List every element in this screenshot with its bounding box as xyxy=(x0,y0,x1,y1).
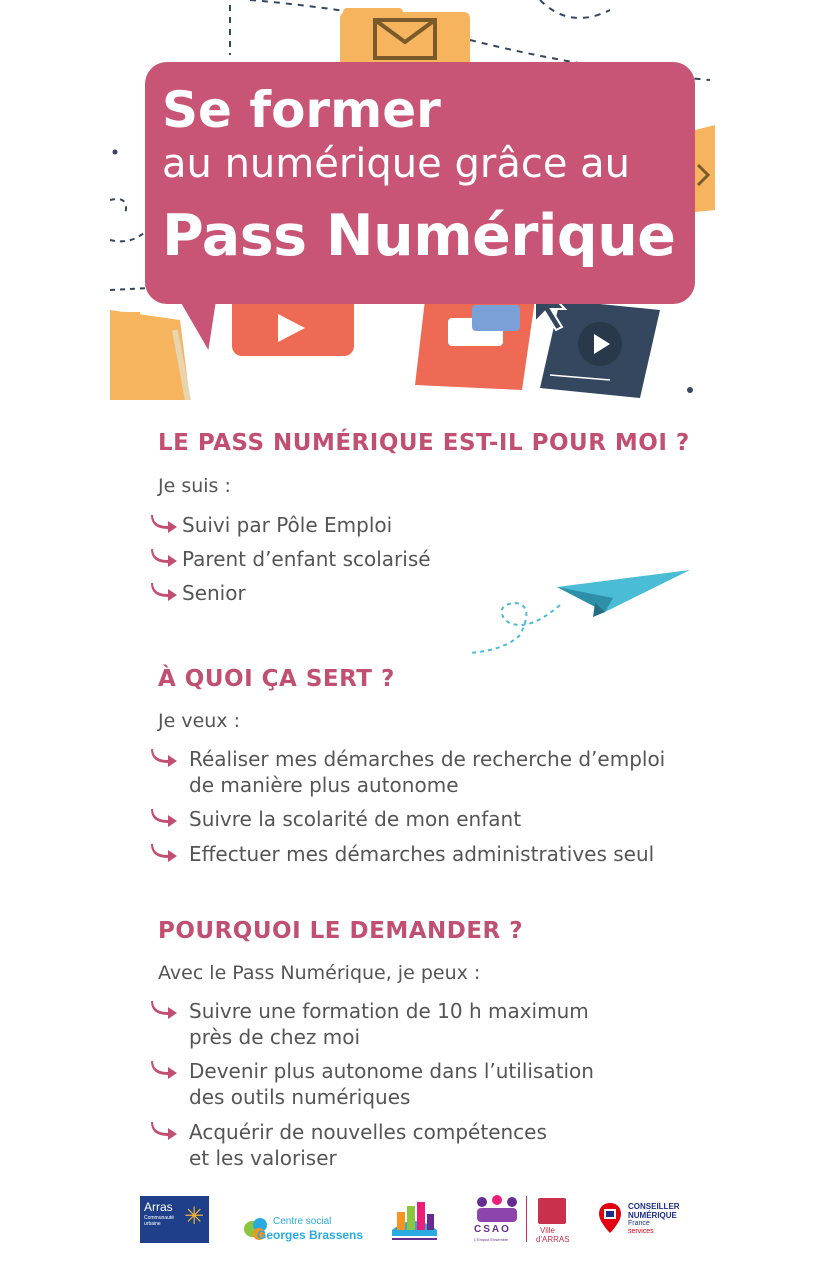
list-item xyxy=(150,746,665,798)
list-item-text: Senior xyxy=(182,581,246,605)
dot xyxy=(113,150,118,155)
divider xyxy=(526,1196,527,1242)
section-intro: Avec le Pass Numérique, je peux : xyxy=(158,962,481,984)
section-intro: Je veux : xyxy=(158,710,240,732)
curved-arrow-icon xyxy=(150,841,180,863)
curved-arrow-icon xyxy=(150,998,180,1020)
curved-arrow-icon xyxy=(150,546,180,568)
logo-ville-arras xyxy=(532,1196,572,1246)
logo-arras xyxy=(140,1196,209,1243)
dashed-line-left xyxy=(110,199,145,241)
logo-arras-sub: Communauté urbaine xyxy=(144,1215,175,1227)
list-item xyxy=(150,841,654,867)
logo-csao-sub: L'Emploi Ensemble xyxy=(474,1237,509,1242)
list-item xyxy=(150,1058,594,1110)
list-item-text: Réaliser mes démarches de recherche d’emploi de manière plus autonome xyxy=(189,747,666,797)
list-item xyxy=(150,806,521,832)
curved-arrow-icon xyxy=(150,1119,180,1141)
list-item-text: Parent d’enfant scolarisé xyxy=(182,547,431,571)
logo-conseiller-line4: services xyxy=(628,1228,654,1235)
section-intro: Je suis : xyxy=(158,475,231,497)
chat-card-icon xyxy=(415,300,535,390)
partner-logos xyxy=(0,1188,825,1258)
logo-ville-line2: d'ARRAS xyxy=(536,1235,570,1244)
logo-centre-line2: Georges Brassens xyxy=(257,1228,364,1242)
logo-csao xyxy=(470,1194,525,1246)
logo-csao-name: CSAO xyxy=(474,1224,511,1235)
logo-arras-name: Arras xyxy=(144,1200,173,1214)
title-line-2: au numérique grâce au xyxy=(162,141,631,187)
list-item xyxy=(150,998,589,1050)
people-icon xyxy=(472,1194,522,1224)
section-title-purpose: À QUOI ÇA SERT ? xyxy=(158,666,395,692)
dot xyxy=(687,387,693,393)
section-title-why: POURQUOI LE DEMANDER ? xyxy=(158,918,524,944)
list-item-text: Suivi par Pôle Emploi xyxy=(182,513,393,537)
dashed-curve-top-right xyxy=(540,0,610,18)
dashed-line-bottom-left xyxy=(110,288,150,290)
crest-icon xyxy=(538,1198,566,1224)
list-item-text: Acquérir de nouvelles compétences et les valoriser xyxy=(189,1120,547,1170)
logo-conseiller-numerique xyxy=(596,1200,691,1242)
location-pin-icon xyxy=(598,1202,622,1234)
logo-conseiller-line1: CONSEILLER xyxy=(628,1202,680,1211)
curved-arrow-icon xyxy=(150,1058,180,1080)
logo-conseiller-line2: NUMÉRIQUE xyxy=(628,1211,677,1220)
list-item-text: Suivre une formation de 10 h maximum près de chez moi xyxy=(189,999,589,1049)
list-item xyxy=(150,512,392,538)
curved-arrow-icon xyxy=(150,806,180,828)
logo-houses xyxy=(387,1192,442,1244)
logo-conseiller-line3: France xyxy=(628,1220,650,1227)
side-card-icon xyxy=(695,125,715,212)
list-item xyxy=(150,1119,547,1171)
list-item xyxy=(150,580,246,606)
video-card-icon xyxy=(540,300,660,398)
folder-icon xyxy=(110,310,190,400)
paper-plane-icon xyxy=(465,565,695,660)
section-title-eligibility: LE PASS NUMÉRIQUE EST-IL POUR MOI ? xyxy=(158,430,690,456)
list-item xyxy=(150,546,431,572)
logo-centre-line1: Centre social xyxy=(273,1216,332,1227)
curved-arrow-icon xyxy=(150,580,180,602)
logo-centre-social xyxy=(243,1214,364,1246)
logo-ville-line1: Ville xyxy=(540,1226,555,1235)
star-icon: ✳ xyxy=(184,1202,205,1230)
title-line-3: Pass Numérique xyxy=(162,203,676,269)
list-item-text: Suivre la scolarité de mon enfant xyxy=(189,807,522,831)
curved-arrow-icon xyxy=(150,512,180,534)
list-item-text: Devenir plus autonome dans l’utilisation des outils numériques xyxy=(189,1059,594,1109)
list-item-text: Effectuer mes démarches administratives seul xyxy=(189,842,655,866)
curved-arrow-icon xyxy=(150,746,180,768)
title-line-1: Se former xyxy=(162,81,441,139)
